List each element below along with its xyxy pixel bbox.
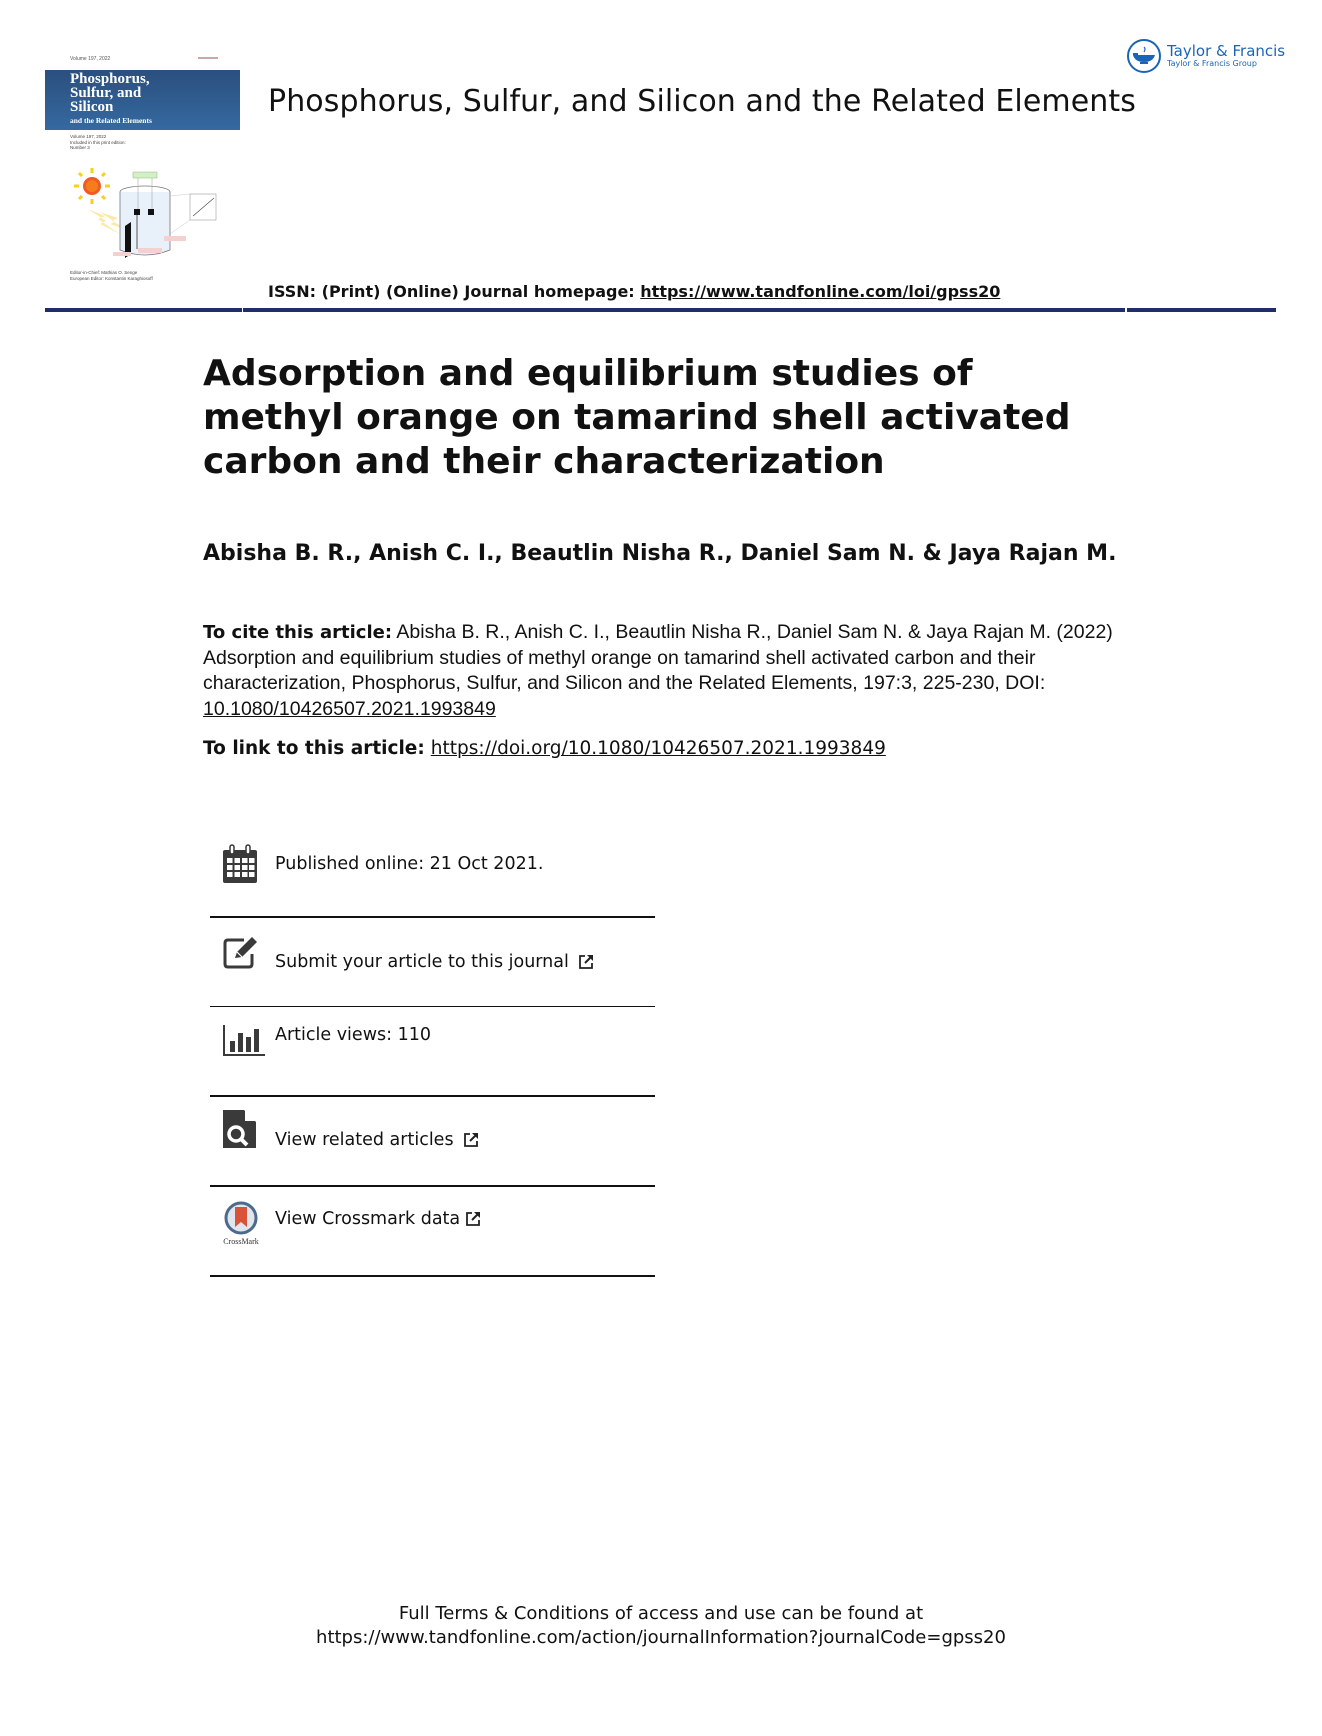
cover-volume-line: Volume 197, 2022	[70, 134, 107, 139]
cover-top-right-mark	[198, 57, 218, 59]
link-label: To link to this article:	[203, 738, 425, 759]
issn-line	[268, 282, 1000, 301]
publisher-logo[interactable]	[1126, 38, 1285, 74]
cite-text: Abisha B. R., Anish C. I., Beautlin Nisha R., Daniel Sam N. & Jaya Rajan M. (2022) Adsorption and equilibrium studies of methyl orange on tamarind shell activated carbon and their characterization, Phosphorus, Sulfur, and Silicon and the Related Elements, 197:3, 225-230, DOI:	[203, 621, 1113, 694]
cover-title-line: Silicon	[70, 99, 114, 115]
cover-subtitle: and the Related Elements	[70, 116, 152, 125]
header-rule	[243, 308, 1125, 312]
view-related-label-wrap	[275, 1130, 480, 1150]
terms-line: Full Terms & Conditions of access and use can be found at	[398, 1603, 924, 1624]
doi-link[interactable]: 10.1080/10426507.2021.1993849	[203, 697, 496, 720]
info-item-views	[210, 1007, 655, 1095]
cover-title-line: Sulfur, and	[70, 85, 142, 101]
header-rule	[1127, 308, 1276, 312]
submit-article-label: Submit your article to this journal	[275, 952, 569, 972]
external-link-icon	[577, 953, 595, 971]
external-link-icon	[464, 1210, 482, 1228]
crossmark-badge	[220, 1201, 262, 1246]
cover-editor-line: Editor-in-Chief: Mathias O. Senge	[70, 270, 138, 275]
cover-illustration	[70, 164, 220, 264]
cover-volume-line: Included in this print edition:	[70, 139, 126, 145]
view-related-articles-link[interactable]	[210, 1097, 655, 1185]
publisher-brand: Taylor & Francis	[1167, 42, 1286, 60]
view-crossmark-label-wrap	[275, 1209, 482, 1229]
article-doi-url-link[interactable]: https://doi.org/10.1080/10426507.2021.1993849	[430, 738, 886, 759]
view-related-label: View related articles	[275, 1130, 454, 1150]
crossmark-icon	[224, 1201, 258, 1235]
external-link-icon	[462, 1131, 480, 1149]
article-link-line	[203, 738, 886, 759]
issn-label: ISSN: (Print) (Online) Journal homepage:	[268, 282, 641, 301]
info-item-published	[210, 830, 655, 916]
cover-title-line: Phosphorus,	[70, 71, 150, 87]
header-rule	[45, 308, 242, 312]
cover-title	[70, 72, 150, 114]
cover-title-band	[45, 70, 240, 130]
published-date: Published online: 21 Oct 2021.	[275, 854, 544, 874]
cover-volume-top: Volume 197, 2022	[70, 56, 111, 62]
sun-icon	[74, 168, 110, 204]
taylor-francis-lamp-icon	[1126, 38, 1162, 74]
bar-chart-icon	[222, 1021, 266, 1061]
divider	[210, 1275, 655, 1277]
article-authors: Abisha B. R., Anish C. I., Beautlin Nisha R., Daniel Sam N. & Jaya Rajan M.	[203, 541, 1117, 566]
view-crossmark-label: View Crossmark data	[275, 1209, 461, 1229]
crossmark-caption: CrossMark	[223, 1237, 259, 1246]
cover-editors	[70, 270, 153, 281]
cite-label: To cite this article:	[203, 622, 393, 643]
related-search-icon	[222, 1109, 258, 1149]
calendar-icon	[222, 844, 258, 884]
edit-icon	[222, 932, 258, 972]
terms-footer	[0, 1602, 1322, 1650]
cover-volume-info	[70, 134, 126, 151]
cover-volume-line: Number 3	[70, 145, 90, 150]
terms-url[interactable]: https://www.tandfonline.com/action/journalInformation?journalCode=gpss20	[316, 1627, 1006, 1648]
submit-article-link[interactable]	[210, 918, 655, 1006]
journal-homepage-link[interactable]: https://www.tandfonline.com/loi/gpss20	[640, 282, 1001, 301]
journal-title: Phosphorus, Sulfur, and Silicon and the Related Elements	[268, 84, 1136, 119]
cover-editor-line: European Editor: Konstantin Karaghiosoff	[70, 275, 153, 281]
view-crossmark-link[interactable]	[210, 1187, 655, 1275]
article-title: Adsorption and equilibrium studies of methyl orange on tamarind shell activated carbon and their characterization	[203, 353, 1071, 482]
publisher-group: Taylor & Francis Group	[1167, 59, 1257, 68]
article-views: Article views: 110	[275, 1025, 431, 1045]
journal-cover-image	[45, 52, 240, 290]
article-info-list	[210, 830, 655, 1277]
citation-block	[203, 620, 1123, 722]
submit-article-label-wrap	[275, 952, 595, 972]
